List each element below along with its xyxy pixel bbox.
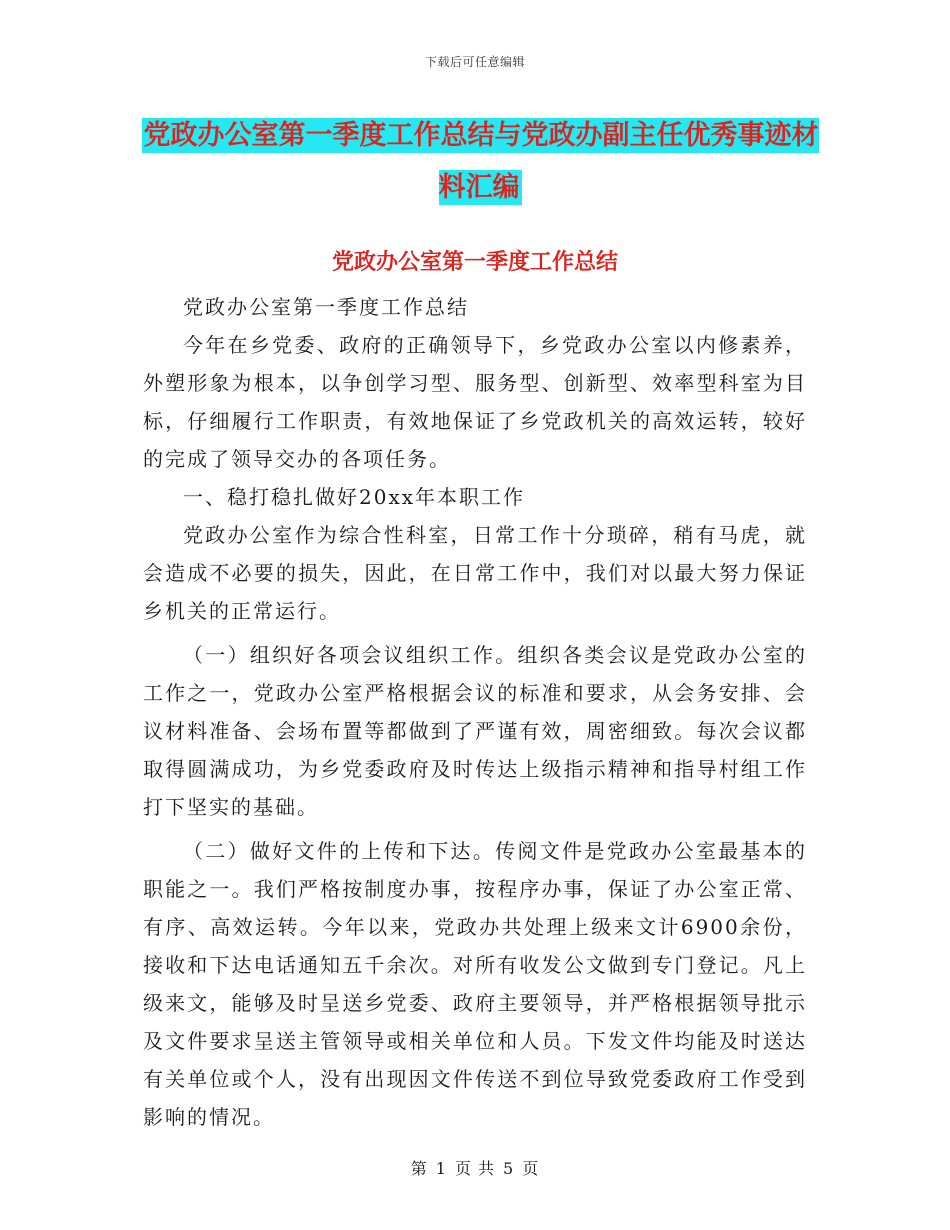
paragraph-heading-1: 一、稳打稳扎做好20xx年本职工作	[183, 485, 526, 509]
paragraph-item-2: （二）做好文件的上传和下达。传阅文件是党政办公室最基本的职能之一。我们严格按制度办事，按程序办事，保证了办公室正常、有序、高效运转。今年以来，党政办共处理上级来文计6900余份，接收和下达电话通知五千余次。对所有收发公文做到专门登记。凡上级来文，能够及时呈送乡党委、政府主要领导，并严格根据领导批示及文件要求呈送主管领导或相关单位和人员。下发文件均能及时送达有关单位或个人，没有出现因文件传送不到位导致党委政府工作受到影响的情况。	[143, 839, 807, 1129]
footer-prefix: 第	[410, 1159, 428, 1178]
paragraph-body: 党政办公室作为综合性科室，日常工作十分琐碎，稍有马虎，就会造成不必要的损失，因此，在日常工作中，我们对以最大努力保证乡机关的正常运行。	[143, 523, 807, 623]
footer-page-number: 1	[435, 1159, 447, 1178]
document-title	[140, 110, 820, 214]
document-title-text: 党政办公室第一季度工作总结与党政办副主任优秀事迹材料汇编	[143, 120, 819, 203]
paragraph-subtitle: 党政办公室第一季度工作总结	[183, 295, 469, 319]
page-footer	[0, 1156, 950, 1179]
paragraph-intro: 今年在乡党委、政府的正确领导下，乡党政办公室以内修素养，外塑形象为根本，以争创学习型、服务型、创新型、效率型科室为目标，仔细履行工作职责，有效地保证了乡党政机关的高效运转，较好的完成了领导交办的各项任务。	[143, 333, 807, 471]
footer-suffix: 页	[522, 1159, 540, 1178]
footer-middle: 页 共	[454, 1159, 496, 1178]
document-body	[143, 288, 807, 1136]
header-note: 下载后可任意编辑	[424, 55, 525, 69]
paragraph-item-1: （一）组织好各项会议组织工作。组织各类会议是党政办公室的工作之一，党政办公室严格根据会议的标准和要求，从会务安排、会议材料准备、会场布置等都做到了严谨有效，周密细致。每次会议都取得圆满成功，为乡党委政府及时传达上级指示精神和指导村组工作打下坚实的基础。	[143, 643, 807, 819]
section-title: 党政办公室第一季度工作总结	[331, 250, 618, 275]
footer-total-pages: 5	[503, 1159, 515, 1178]
